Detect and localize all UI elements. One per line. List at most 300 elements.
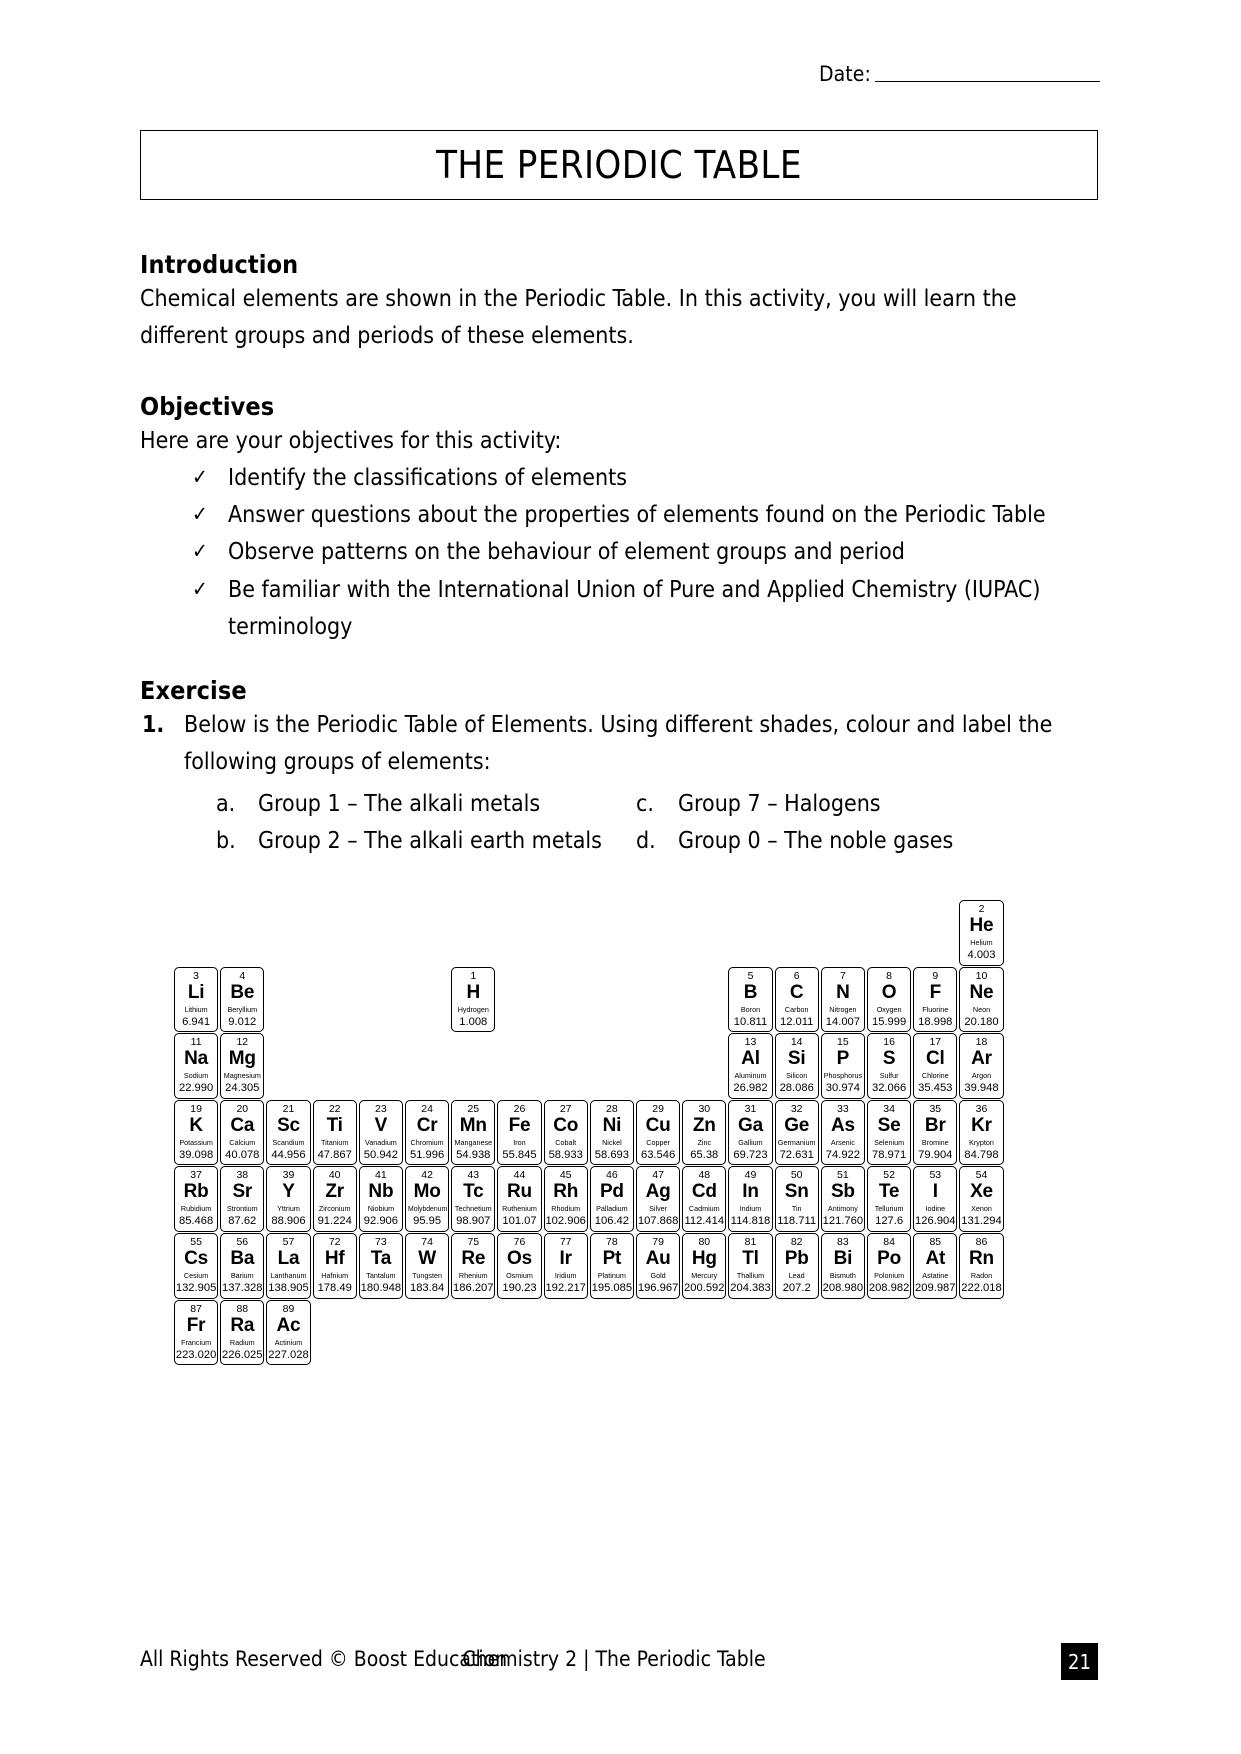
check-icon: ✓ (192, 539, 208, 564)
element-name: Carbon (784, 1004, 809, 1014)
atomic-mass: 85.468 (178, 1215, 214, 1228)
atomic-number: 16 (883, 1036, 895, 1049)
objectives-lead: Here are your objectives for this activity: (140, 427, 562, 454)
element-cell-li[interactable] (174, 967, 218, 1033)
element-name: Gold (650, 1271, 666, 1280)
element-cell-w[interactable] (405, 1233, 449, 1299)
objective-text: Answer questions about the properties of elements found on the Periodic Table (228, 502, 1046, 528)
element-cell-co[interactable] (544, 1100, 588, 1166)
element-cell-sc[interactable] (266, 1100, 310, 1166)
element-name: Phosphorus (823, 1071, 863, 1081)
element-cell-v[interactable] (359, 1100, 403, 1166)
element-name: Arsenic (830, 1137, 855, 1147)
atomic-number: 57 (282, 1236, 295, 1248)
option-c-marker: c. (636, 790, 654, 817)
list-item (192, 497, 1100, 534)
element-cell-cd[interactable] (682, 1166, 726, 1232)
element-cell-br[interactable] (913, 1100, 957, 1166)
option-b-marker: b. (216, 827, 236, 854)
atomic-mass: 101.07 (502, 1215, 537, 1228)
atomic-mass: 40.078 (225, 1148, 260, 1161)
element-symbol: Rn (969, 1248, 994, 1269)
atomic-number: 17 (929, 1036, 942, 1049)
element-cell-ge[interactable] (775, 1100, 819, 1166)
atomic-mass: 186.207 (453, 1282, 494, 1294)
element-symbol: Pb (784, 1248, 809, 1269)
element-cell-zn[interactable] (682, 1100, 726, 1166)
option-a (216, 786, 636, 823)
element-cell-bi[interactable] (821, 1233, 865, 1299)
element-symbol: Sc (277, 1114, 300, 1136)
element-name: Nitrogen (829, 1004, 857, 1014)
element-symbol: Mg (228, 1048, 256, 1070)
atomic-number: 80 (698, 1236, 711, 1248)
element-symbol: La (277, 1248, 300, 1269)
atomic-number: 4 (239, 969, 246, 982)
element-name: Helium (970, 938, 993, 947)
atomic-mass: 118.711 (777, 1215, 817, 1228)
element-symbol: Ir (559, 1248, 572, 1269)
atomic-mass: 1.008 (459, 1015, 488, 1028)
element-cell-mn[interactable] (451, 1100, 495, 1166)
atomic-mass: 204.383 (730, 1282, 771, 1294)
atomic-number: 55 (190, 1236, 202, 1248)
element-symbol: Li (187, 981, 205, 1003)
element-cell-ir[interactable] (544, 1233, 588, 1299)
element-name: Nickel (602, 1137, 622, 1147)
element-name: Magnesium (223, 1071, 261, 1081)
element-cell-k[interactable] (174, 1100, 218, 1166)
atomic-mass: 24.305 (225, 1082, 260, 1095)
atomic-number: 89 (282, 1302, 295, 1315)
atomic-number: 88 (236, 1302, 249, 1315)
atomic-number: 13 (744, 1036, 757, 1049)
element-symbol: At (925, 1248, 946, 1269)
element-symbol: Tl (742, 1248, 759, 1269)
atomic-number: 87 (190, 1302, 202, 1315)
atomic-mass: 15.999 (871, 1015, 907, 1028)
atomic-number: 26 (513, 1102, 526, 1115)
element-cell-mg[interactable] (220, 1033, 264, 1099)
document-body (140, 250, 1100, 860)
element-name: Ruthenium (502, 1204, 537, 1214)
element-symbol: Se (877, 1114, 901, 1136)
element-symbol: Ba (230, 1248, 255, 1269)
exercise-item-1 (140, 707, 1100, 860)
element-symbol: Pd (599, 1181, 624, 1203)
element-symbol: Ta (370, 1248, 392, 1269)
element-cell-pt[interactable] (590, 1233, 634, 1299)
atomic-number: 47 (652, 1169, 664, 1182)
element-name: Lanthanum (270, 1271, 307, 1280)
atomic-number: 40 (328, 1169, 341, 1182)
element-symbol: Si (787, 1048, 806, 1070)
atomic-mass: 208.980 (822, 1282, 864, 1294)
atomic-number: 23 (375, 1102, 387, 1115)
element-symbol: B (743, 981, 758, 1003)
element-name: Tellurium (874, 1204, 904, 1214)
element-cell-ta[interactable] (359, 1233, 403, 1299)
atomic-number: 50 (790, 1169, 803, 1182)
option-c-label: Group 7 – Halogens (678, 790, 881, 817)
element-symbol: Ru (507, 1181, 532, 1203)
element-symbol: Mn (459, 1114, 487, 1136)
element-symbol: Hf (324, 1248, 345, 1269)
element-name: Argon (971, 1071, 992, 1081)
atomic-number: 1 (470, 969, 477, 982)
element-cell-y[interactable] (266, 1166, 310, 1232)
date-input-blank[interactable] (875, 81, 1100, 82)
element-cell-tl[interactable] (728, 1233, 772, 1299)
element-cell-hf[interactable] (313, 1233, 357, 1299)
element-cell-h[interactable] (451, 967, 495, 1033)
element-name: Chlorine (921, 1071, 949, 1081)
atomic-number: 21 (282, 1102, 295, 1115)
element-name: Molybdenum (407, 1204, 447, 1214)
element-name: Chromium (410, 1137, 444, 1147)
element-symbol: Au (645, 1248, 671, 1269)
element-symbol: Al (741, 1048, 760, 1070)
atomic-number: 15 (837, 1036, 849, 1049)
atomic-mass: 4.003 (967, 949, 996, 961)
element-cell-ar[interactable] (959, 1033, 1003, 1099)
atomic-number: 14 (790, 1036, 803, 1049)
element-cell-sb[interactable] (821, 1166, 865, 1232)
option-a-marker: a. (216, 790, 236, 817)
element-name: Sulfur (879, 1071, 899, 1081)
atomic-number: 12 (236, 1036, 249, 1049)
heading-objectives: Objectives (140, 391, 275, 421)
atomic-mass: 50.942 (363, 1148, 398, 1161)
atomic-mass: 26.982 (733, 1082, 768, 1095)
atomic-number: 8 (886, 969, 893, 982)
objective-text: Identify the classifications of elements (228, 464, 627, 491)
list-item (192, 460, 1100, 497)
element-cell-ne[interactable] (959, 967, 1003, 1033)
element-name: Titanium (321, 1137, 349, 1147)
element-cell-tc[interactable] (451, 1166, 495, 1232)
element-symbol: F (929, 981, 941, 1003)
atomic-mass: 192.217 (545, 1282, 586, 1294)
element-cell-os[interactable] (497, 1233, 541, 1299)
element-symbol: Cl (925, 1048, 945, 1070)
element-cell-be[interactable] (220, 967, 264, 1033)
element-name: Rubidium (180, 1204, 212, 1214)
element-symbol: N (836, 981, 850, 1003)
heading-introduction: Introduction (140, 250, 299, 279)
element-name: Silver (649, 1204, 668, 1214)
element-name: Zirconium (318, 1204, 351, 1214)
periodic-table (174, 900, 1114, 1380)
atomic-mass: 138.905 (268, 1282, 309, 1294)
atomic-number: 7 (839, 969, 846, 982)
element-symbol: He (969, 915, 994, 936)
element-symbol: I (932, 1181, 938, 1203)
option-a-label: Group 1 – The alkali metals (258, 790, 541, 817)
option-d-label: Group 0 – The noble gases (678, 827, 954, 854)
element-symbol: O (881, 981, 897, 1003)
atomic-mass: 87.62 (228, 1215, 257, 1228)
element-cell-te[interactable] (867, 1166, 911, 1232)
element-cell-p[interactable] (821, 1033, 865, 1099)
element-cell-pb[interactable] (775, 1233, 819, 1299)
atomic-mass: 106.42 (594, 1215, 629, 1228)
element-name: Calcium (229, 1137, 256, 1147)
atomic-mass: 65.38 (690, 1148, 719, 1161)
element-symbol: Be (230, 981, 255, 1003)
element-name: Radon (970, 1271, 993, 1280)
element-cell-pd[interactable] (590, 1166, 634, 1232)
atomic-mass: 178.49 (317, 1282, 352, 1294)
element-symbol: Br (924, 1114, 946, 1136)
element-name: Silicon (786, 1071, 808, 1081)
element-name: Sodium (183, 1071, 209, 1081)
atomic-mass: 39.098 (178, 1148, 214, 1161)
element-name: Cadmium (688, 1204, 720, 1214)
element-symbol: Zn (692, 1114, 716, 1136)
element-name: Osmium (506, 1271, 533, 1280)
element-name: Hafnium (321, 1271, 349, 1280)
atomic-number: 48 (698, 1169, 711, 1182)
element-name: Iodine (925, 1204, 946, 1214)
atomic-number: 42 (421, 1169, 433, 1182)
atomic-mass: 91.224 (317, 1215, 352, 1228)
atomic-mass: 207.2 (782, 1282, 811, 1294)
atomic-number: 22 (328, 1102, 341, 1115)
atomic-mass: 39.948 (964, 1082, 999, 1095)
element-cell-ru[interactable] (497, 1166, 541, 1232)
element-symbol: Nb (368, 1181, 394, 1203)
element-name: Scandium (272, 1137, 305, 1147)
element-cell-s[interactable] (867, 1033, 911, 1099)
atomic-mass: 226.025 (222, 1348, 263, 1361)
element-cell-cs[interactable] (174, 1233, 218, 1299)
element-cell-re[interactable] (451, 1233, 495, 1299)
element-symbol: Fr (186, 1314, 206, 1336)
atomic-number: 11 (190, 1036, 202, 1049)
atomic-number: 51 (837, 1169, 849, 1182)
element-name: Krypton (969, 1137, 994, 1147)
element-symbol: Po (877, 1248, 902, 1269)
element-cell-fe[interactable] (497, 1100, 541, 1166)
atomic-mass: 137.328 (222, 1282, 263, 1294)
element-cell-si[interactable] (775, 1033, 819, 1099)
element-name: Aluminum (734, 1071, 767, 1081)
element-symbol: Ni (602, 1114, 622, 1136)
atomic-number: 81 (744, 1236, 757, 1248)
element-name: Neon (972, 1004, 991, 1014)
atomic-mass: 47.867 (317, 1148, 352, 1161)
element-cell-n[interactable] (821, 967, 865, 1033)
element-cell-au[interactable] (636, 1233, 680, 1299)
atomic-number: 56 (236, 1236, 249, 1248)
atomic-mass: 14.007 (825, 1015, 860, 1028)
atomic-number: 2 (978, 903, 985, 915)
element-name: Technetium (454, 1204, 492, 1214)
list-item (192, 534, 1100, 571)
atomic-number: 73 (375, 1236, 387, 1248)
element-cell-ti[interactable] (313, 1100, 357, 1166)
option-d-marker: d. (636, 827, 656, 854)
atomic-mass: 84.798 (964, 1148, 999, 1161)
element-name: Fluorine (922, 1004, 949, 1014)
atomic-number: 84 (883, 1236, 895, 1248)
atomic-number: 25 (467, 1102, 480, 1115)
element-symbol: Fe (508, 1114, 531, 1136)
element-cell-al[interactable] (728, 1033, 772, 1099)
element-cell-ag[interactable] (636, 1166, 680, 1232)
atomic-mass: 6.941 (182, 1015, 211, 1028)
atomic-number: 75 (467, 1236, 480, 1248)
atomic-mass: 30.974 (825, 1082, 860, 1095)
element-symbol: Ge (784, 1114, 810, 1136)
element-cell-rn[interactable] (959, 1233, 1003, 1299)
atomic-number: 82 (790, 1236, 803, 1248)
atomic-mass: 55.845 (502, 1148, 537, 1161)
objective-text: Be familiar with the International Union of Pure and Applied Chemistry (IUPAC) terminology (228, 576, 1041, 640)
element-symbol: Cs (184, 1248, 209, 1269)
exercise-options (184, 786, 1100, 861)
atomic-number: 74 (421, 1236, 433, 1248)
element-symbol: Na (184, 1048, 209, 1070)
element-cell-he[interactable] (959, 900, 1003, 966)
element-cell-se[interactable] (867, 1100, 911, 1166)
element-cell-rh[interactable] (544, 1166, 588, 1232)
check-icon: ✓ (192, 576, 208, 601)
element-name: Beryllium (227, 1004, 258, 1014)
element-name: Zinc (697, 1137, 712, 1147)
element-cell-zr[interactable] (313, 1166, 357, 1232)
element-cell-xe[interactable] (959, 1166, 1003, 1232)
atomic-mass: 88.906 (271, 1215, 306, 1228)
element-name: Lithium (184, 1004, 208, 1014)
atomic-number: 39 (282, 1169, 295, 1182)
element-cell-ca[interactable] (220, 1100, 264, 1166)
atomic-number: 77 (559, 1236, 572, 1248)
atomic-number: 43 (467, 1169, 480, 1182)
atomic-number: 19 (190, 1102, 202, 1115)
element-cell-rb[interactable] (174, 1166, 218, 1232)
atomic-mass: 131.294 (961, 1215, 1002, 1228)
element-cell-c[interactable] (775, 967, 819, 1033)
element-cell-po[interactable] (867, 1233, 911, 1299)
element-symbol: Ti (326, 1114, 343, 1136)
objective-text: Observe patterns on the behaviour of element groups and period (228, 539, 905, 566)
atomic-number: 18 (975, 1036, 988, 1049)
element-cell-hg[interactable] (682, 1233, 726, 1299)
atomic-mass: 223.020 (175, 1348, 217, 1361)
element-symbol: Ga (738, 1114, 763, 1136)
element-symbol: Te (878, 1181, 900, 1203)
atomic-number: 85 (929, 1236, 942, 1248)
atomic-number: 86 (975, 1236, 988, 1248)
element-cell-ra[interactable] (220, 1300, 264, 1366)
atomic-mass: 196.967 (637, 1282, 679, 1294)
atomic-number: 38 (236, 1169, 249, 1182)
element-name: Potassium (179, 1137, 213, 1147)
element-cell-ni[interactable] (590, 1100, 634, 1166)
element-cell-f[interactable] (913, 967, 957, 1033)
element-symbol: Ne (969, 981, 994, 1003)
element-name: Tantalum (366, 1271, 396, 1280)
element-cell-at[interactable] (913, 1233, 957, 1299)
atomic-mass: 200.592 (684, 1282, 725, 1294)
element-cell-in[interactable] (728, 1166, 772, 1232)
element-cell-kr[interactable] (959, 1100, 1003, 1166)
atomic-number: 20 (236, 1102, 249, 1115)
exercise-options-right-column (636, 786, 1056, 861)
element-cell-ac[interactable] (266, 1300, 310, 1366)
element-name: Xenon (971, 1204, 992, 1214)
atomic-number: 45 (559, 1169, 572, 1182)
element-name: Polonium (874, 1271, 905, 1280)
element-cell-b[interactable] (728, 967, 772, 1033)
element-symbol: Mo (413, 1181, 441, 1203)
element-cell-na[interactable] (174, 1033, 218, 1099)
element-name: Antimony (827, 1204, 858, 1214)
atomic-mass: 183.84 (409, 1282, 445, 1294)
atomic-mass: 209.987 (915, 1282, 956, 1294)
element-symbol: K (189, 1114, 203, 1136)
atomic-mass: 227.028 (268, 1348, 309, 1361)
element-cell-fr[interactable] (174, 1300, 218, 1366)
element-cell-mo[interactable] (405, 1166, 449, 1232)
element-symbol: Ac (276, 1314, 301, 1336)
footer-chapter: Chemistry 2 | The Periodic Table (462, 1647, 766, 1671)
page-title: THE PERIODIC TABLE (436, 143, 802, 187)
atomic-mass: 51.996 (409, 1148, 445, 1161)
element-name: Platinum (597, 1271, 626, 1280)
element-name: Lead (788, 1271, 805, 1280)
element-name: Rhodium (551, 1204, 581, 1214)
element-name: Niobium (367, 1204, 395, 1214)
atomic-number: 76 (513, 1236, 526, 1248)
element-cell-sn[interactable] (775, 1166, 819, 1232)
element-cell-cr[interactable] (405, 1100, 449, 1166)
element-symbol: C (789, 981, 804, 1003)
atomic-number: 34 (883, 1102, 895, 1115)
exercise-options-left-column (216, 786, 636, 861)
element-cell-cl[interactable] (913, 1033, 957, 1099)
element-symbol: Sr (232, 1181, 253, 1203)
atomic-number: 37 (190, 1169, 202, 1182)
atomic-mass: 79.904 (918, 1148, 953, 1161)
atomic-mass: 195.085 (591, 1282, 633, 1294)
list-item (192, 572, 1100, 647)
atomic-number: 52 (883, 1169, 895, 1182)
element-cell-o[interactable] (867, 967, 911, 1033)
atomic-mass: 20.180 (964, 1015, 999, 1028)
element-name: Oxygen (876, 1004, 902, 1014)
element-cell-ba[interactable] (220, 1233, 264, 1299)
element-cell-sr[interactable] (220, 1166, 264, 1232)
element-name: Cobalt (555, 1137, 577, 1147)
element-name: Mercury (691, 1271, 718, 1280)
element-symbol: Ar (971, 1048, 992, 1070)
element-cell-la[interactable] (266, 1233, 310, 1299)
check-icon: ✓ (192, 502, 208, 526)
element-cell-as[interactable] (821, 1100, 865, 1166)
atomic-number: 41 (375, 1169, 387, 1182)
element-cell-i[interactable] (913, 1166, 957, 1232)
atomic-mass: 107.868 (637, 1215, 679, 1228)
element-cell-cu[interactable] (636, 1100, 680, 1166)
element-cell-nb[interactable] (359, 1166, 403, 1232)
element-symbol: Pt (602, 1248, 622, 1269)
atomic-number: 3 (193, 969, 200, 982)
element-cell-ga[interactable] (728, 1100, 772, 1166)
element-name: Selenium (874, 1137, 905, 1147)
